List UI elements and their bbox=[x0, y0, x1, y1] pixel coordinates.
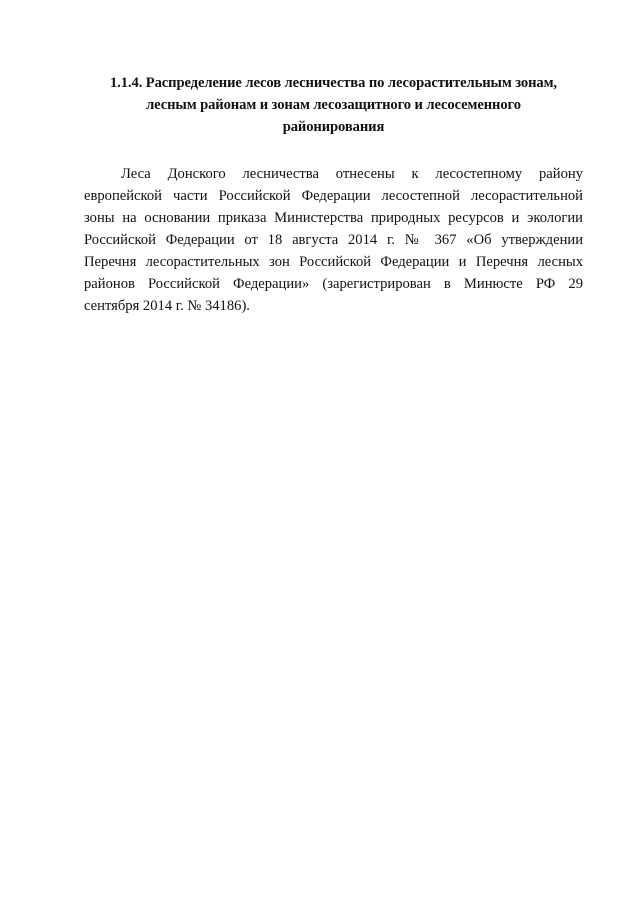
paragraph-line: районов Российской Федерации» (зарегистрирован в Минюсте РФ 29 bbox=[84, 276, 583, 292]
paragraph-line: Леса Донского лесничества отнесены к лесостепному району bbox=[121, 166, 583, 182]
body-paragraph bbox=[84, 163, 583, 317]
paragraph-line: зоны на основании приказа Министерства природных ресурсов и экологии bbox=[84, 210, 583, 226]
paragraph-line: европейской части Российской Федерации лесостепной лесорастительной bbox=[84, 188, 583, 204]
paragraph-line: Перечня лесорастительных зон Российской Федерации и Перечня лесных bbox=[84, 254, 583, 270]
paragraph-line: сентября 2014 г. № 34186). bbox=[84, 298, 250, 314]
section-heading-line: 1.1.4. Распределение лесов лесничества по лесорастительным зонам, bbox=[110, 75, 557, 91]
document-content bbox=[84, 72, 583, 317]
section-heading bbox=[84, 72, 583, 138]
section-heading-line: районирования bbox=[282, 119, 385, 135]
paragraph-line: Российской Федерации от 18 августа 2014 г. № 367 «Об утверждении bbox=[84, 232, 583, 248]
section-heading-line: лесным районам и зонам лесозащитного и лесосеменного bbox=[146, 97, 521, 113]
